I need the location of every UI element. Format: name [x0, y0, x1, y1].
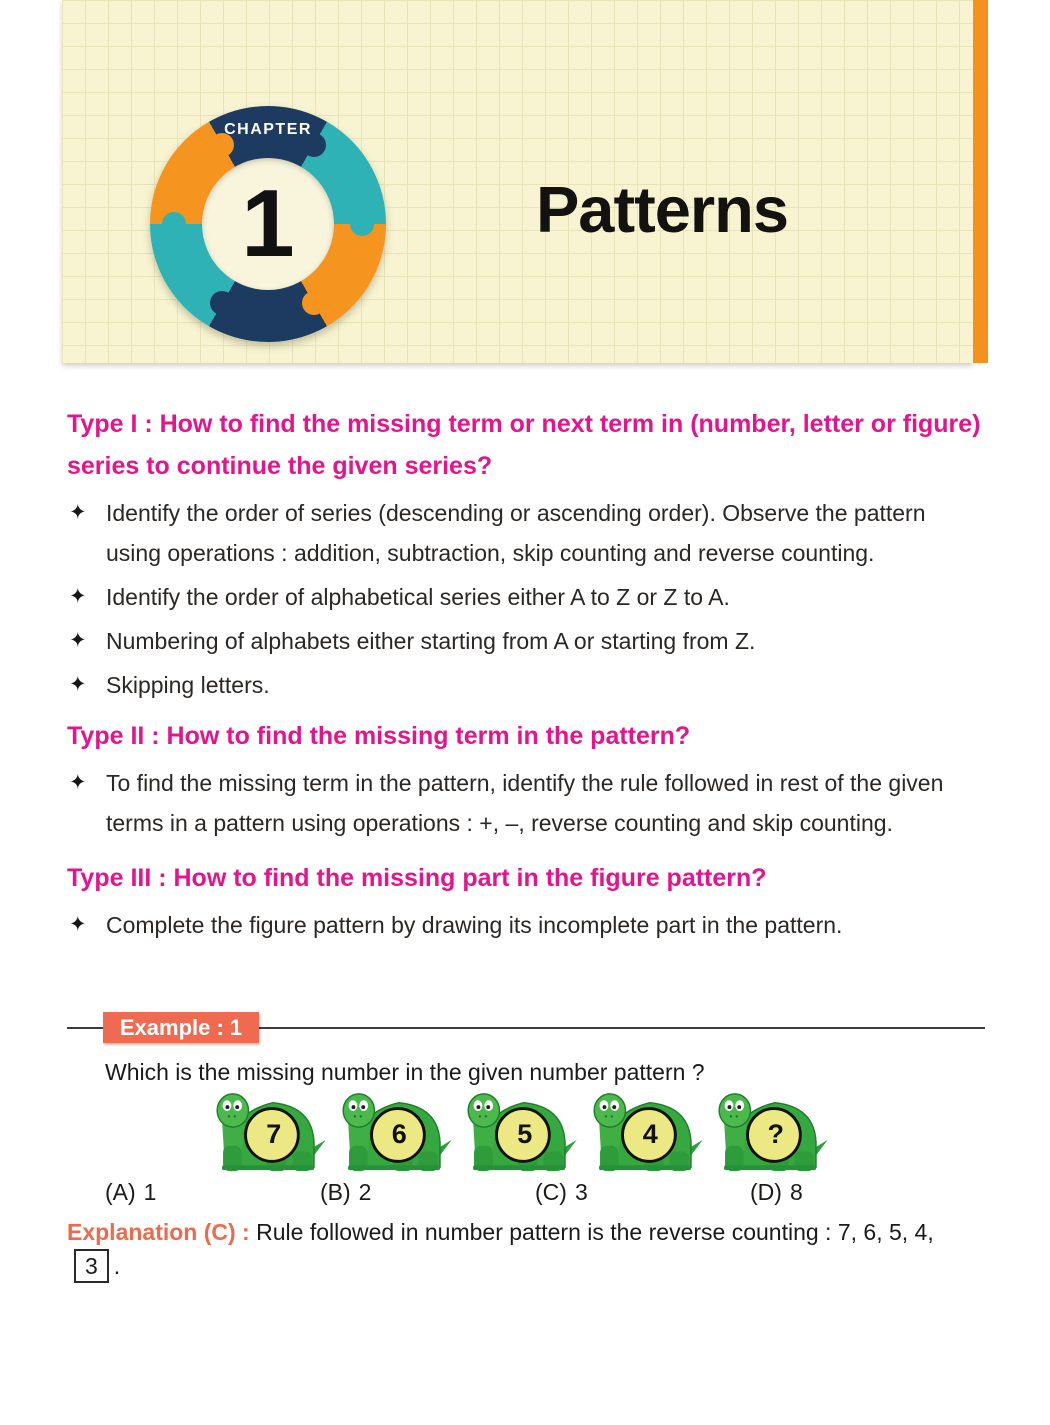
chapter-number: 1: [241, 170, 295, 277]
list-item: [67, 621, 985, 661]
turtle-icon: [461, 1089, 579, 1177]
option-label: (C): [535, 1179, 567, 1205]
puzzle-nub-icon: [162, 212, 186, 236]
bullet-text: Identify the order of alphabetical series either A to Z or Z to A.: [106, 584, 730, 610]
bullet-text: Identify the order of series (descending or ascending order). Observe the pattern using operations : addition, subtraction, skip counting and reverse counting.: [106, 500, 926, 566]
turtle-number: 4: [642, 1118, 658, 1149]
bullet-text: Complete the figure pattern by drawing its incomplete part in the pattern.: [106, 912, 843, 938]
star-bullet-icon: ✦: [69, 771, 87, 794]
accent-bar: [973, 0, 988, 363]
option-value: 2: [358, 1179, 372, 1205]
type1-bullet-list: [67, 493, 985, 705]
chapter-badge: [150, 106, 386, 342]
option-c: [535, 1179, 588, 1206]
explanation-label: Explanation (C) :: [67, 1219, 250, 1245]
list-item: [67, 577, 985, 617]
star-bullet-icon: ✦: [69, 501, 87, 524]
bullet-text: Numbering of alphabets either starting from A or starting from Z.: [106, 628, 756, 654]
turtle-icon: [712, 1089, 830, 1177]
turtle-icon: [210, 1089, 328, 1177]
option-value: 8: [789, 1179, 803, 1205]
turtle-number: 6: [391, 1118, 407, 1149]
example-question: Which is the missing number in the given number pattern ?: [105, 1059, 705, 1085]
option-label: (B): [320, 1179, 351, 1205]
list-item: [67, 493, 985, 573]
list-item: [67, 905, 985, 945]
explanation-suffix: .: [113, 1253, 121, 1279]
section-heading-type2: Type II : How to find the missing term in the pattern?: [67, 722, 691, 750]
section-heading-type1: Type I : How to find the missing term or next term in (number, letter or figure) series to continue the given series?: [67, 410, 981, 480]
turtle-pattern-row: [210, 1089, 830, 1177]
explanation: [67, 1215, 985, 1283]
option-value: 3: [574, 1179, 588, 1205]
option-value: 1: [143, 1179, 157, 1205]
option-a: [105, 1179, 156, 1206]
option-d: [750, 1179, 803, 1206]
type3-bullet-list: [67, 905, 985, 945]
option-label: (A): [105, 1179, 136, 1205]
explanation-text: Rule followed in number pattern is the reverse counting : 7, 6, 5, 4,: [256, 1219, 934, 1245]
bullet-text: To find the missing term in the pattern, identify the rule followed in rest of the given terms in a pattern using operations : +, –, reverse counting and skip counting.: [106, 770, 944, 836]
star-bullet-icon: ✦: [69, 913, 87, 936]
turtle-icon: [587, 1089, 705, 1177]
section-heading-type3: Type III : How to find the missing part in the figure pattern?: [67, 864, 767, 892]
page-title: Patterns: [535, 173, 789, 246]
list-item: [67, 763, 985, 843]
answer-options: [67, 1179, 985, 1207]
bullet-text: Skipping letters.: [106, 672, 270, 698]
puzzle-nub-icon: [350, 212, 374, 236]
type2-bullet-list: [67, 763, 985, 843]
star-bullet-icon: ✦: [69, 629, 87, 652]
chapter-number-circle: [202, 158, 334, 290]
chapter-label: CHAPTER: [224, 121, 312, 138]
puzzle-nub-icon: [210, 291, 234, 315]
page-content: [67, 403, 985, 1283]
turtle-number: 5: [517, 1118, 533, 1149]
turtle-number: 7: [266, 1118, 282, 1149]
example-badge: Example : 1: [103, 1012, 259, 1043]
chapter-banner: [62, 0, 973, 363]
star-bullet-icon: ✦: [69, 673, 87, 696]
boxed-answer: 3: [74, 1249, 109, 1283]
turtle-number: ?: [767, 1118, 784, 1149]
star-bullet-icon: ✦: [69, 585, 87, 608]
option-label: (D): [750, 1179, 782, 1205]
puzzle-nub-icon: [302, 291, 326, 315]
option-b: [320, 1179, 371, 1206]
list-item: [67, 665, 985, 705]
turtle-icon: [336, 1089, 454, 1177]
example-header: [67, 1012, 985, 1043]
